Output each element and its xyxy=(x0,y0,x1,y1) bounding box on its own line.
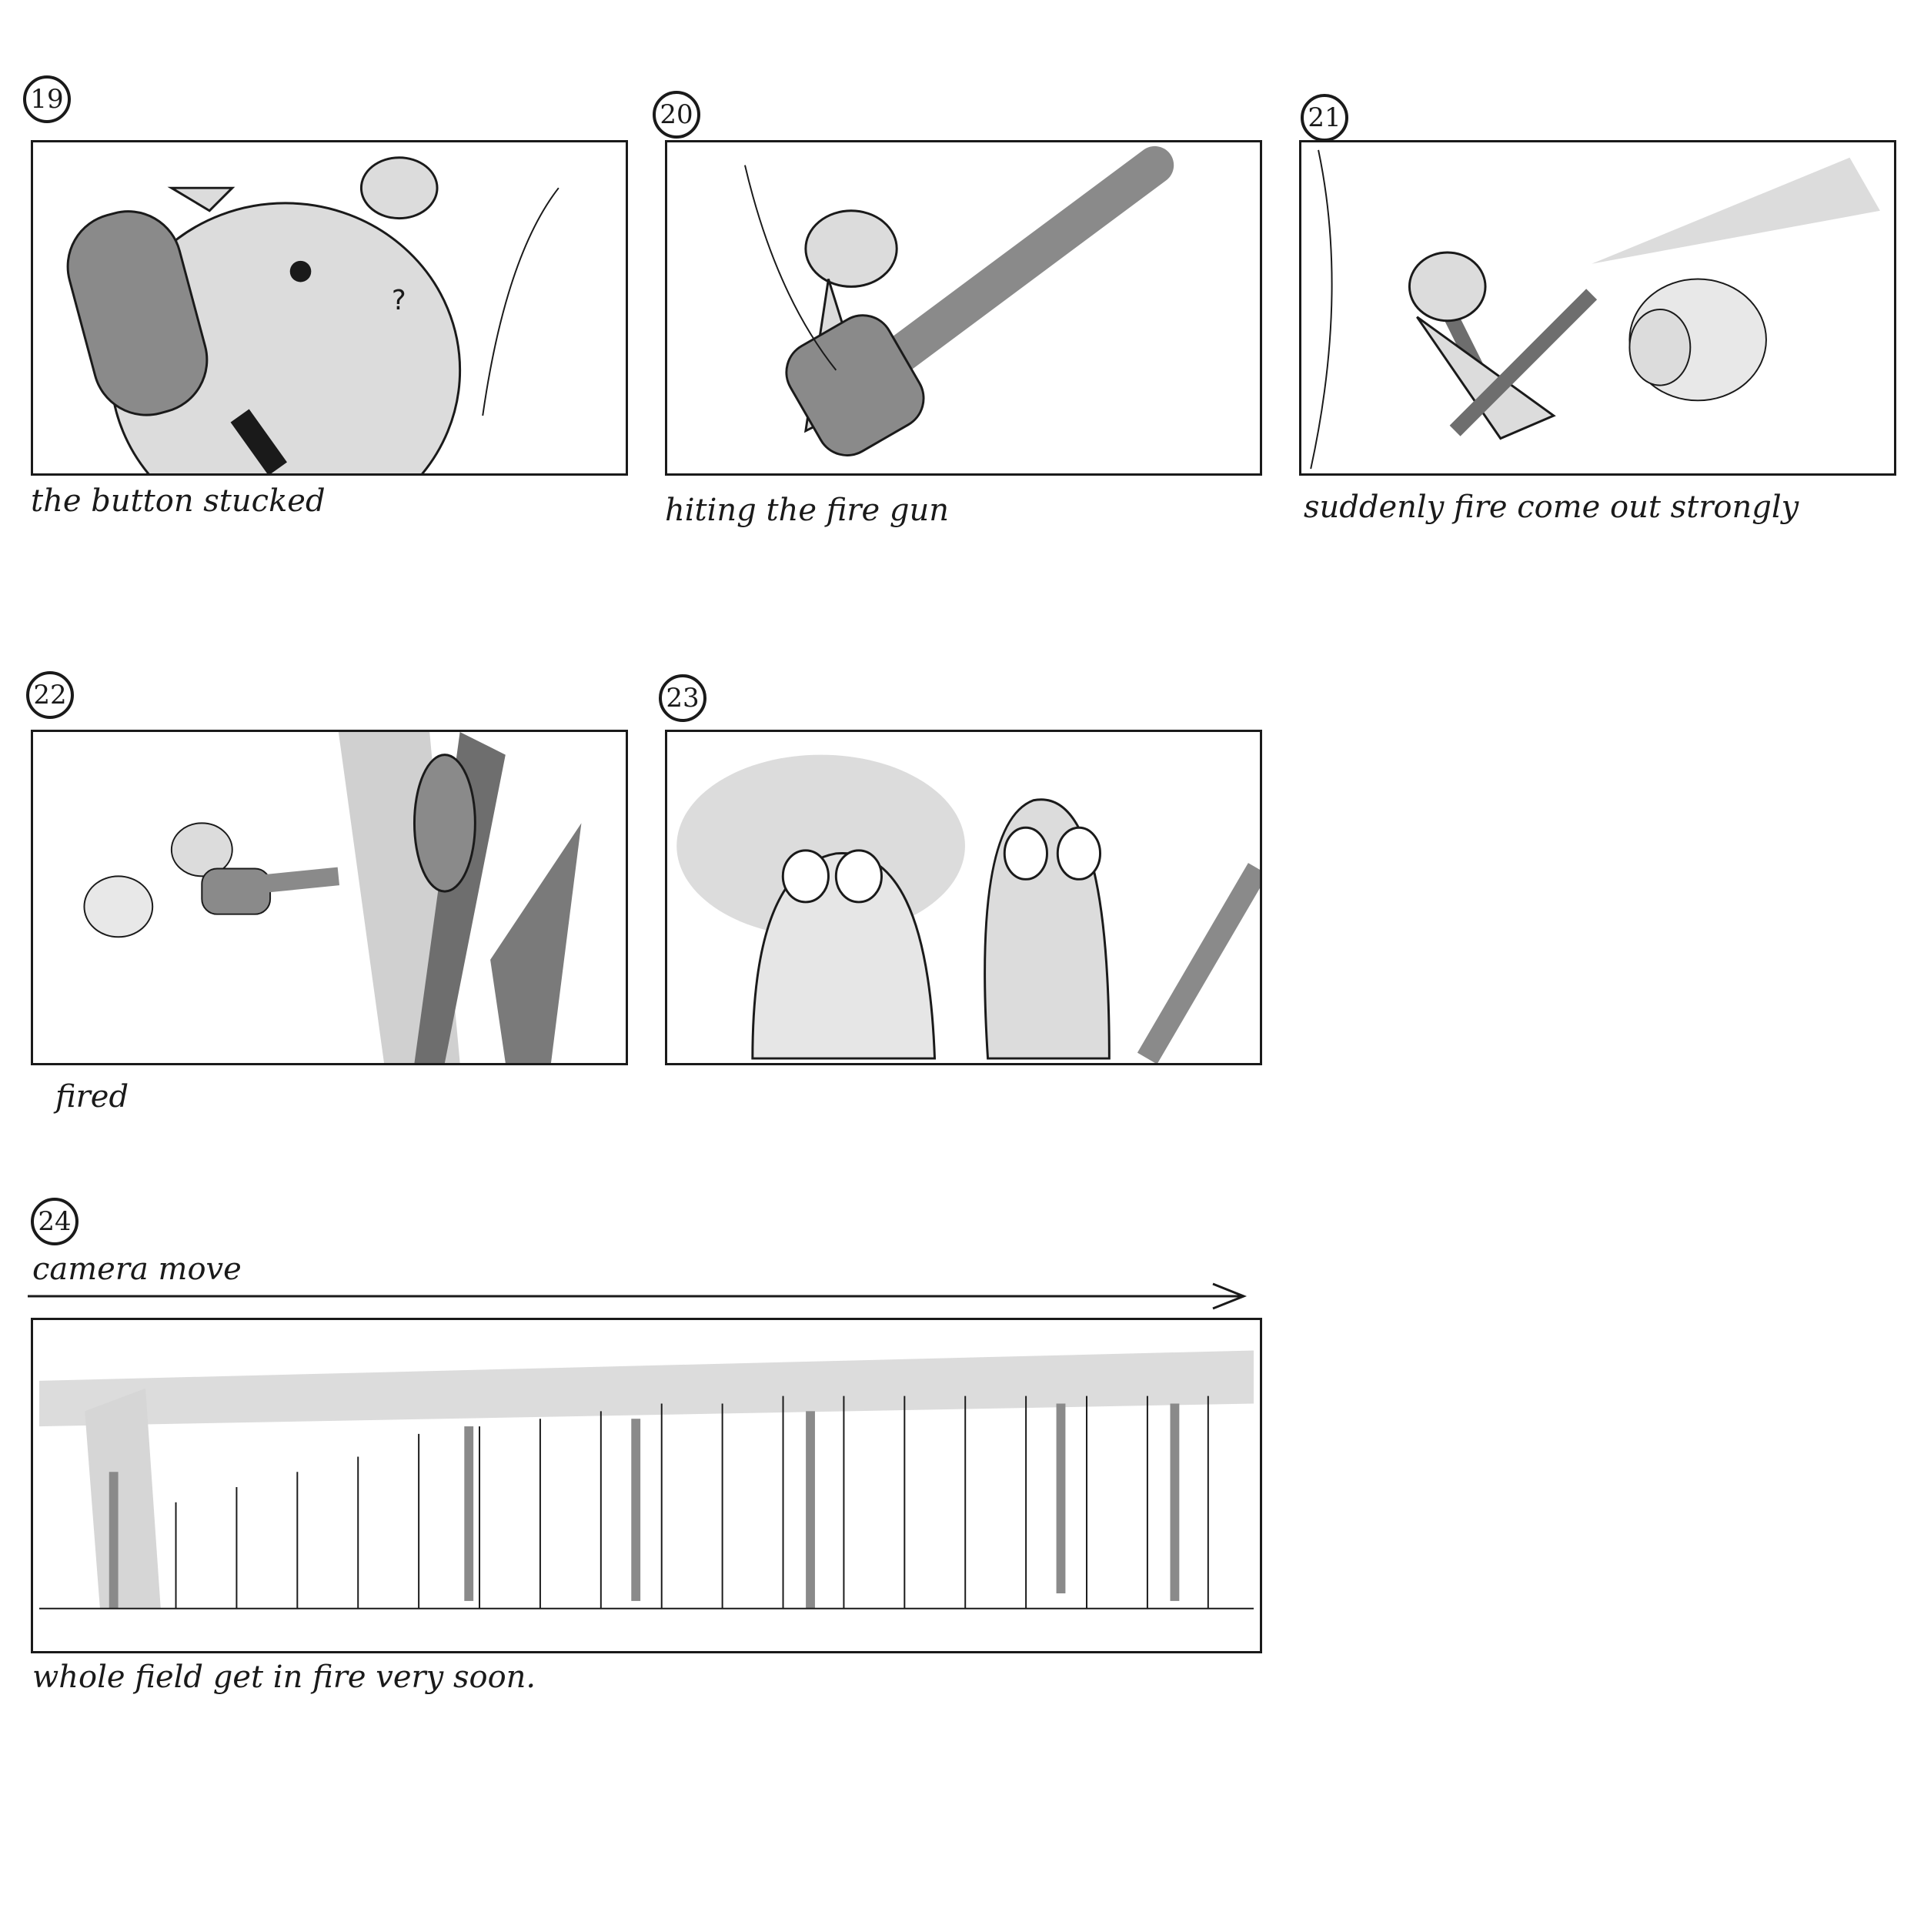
storyboard-panel-22 xyxy=(31,730,628,1065)
camera-note: camera move xyxy=(32,1252,242,1287)
panel-caption-19: the button stucked xyxy=(31,483,326,519)
panel-number-24: 24 xyxy=(31,1198,78,1245)
panel-number-20: 20 xyxy=(653,91,700,139)
panel-number-22: 22 xyxy=(26,671,74,719)
sketch-two-rats-staring xyxy=(667,732,1260,1063)
storyboard-panel-20 xyxy=(665,140,1262,476)
panel-number-21: 21 xyxy=(1301,94,1348,142)
storyboard-panel-21 xyxy=(1299,140,1896,476)
panel-number-19: 19 xyxy=(23,75,71,123)
sketch-cornfield-on-fire xyxy=(33,1320,1260,1651)
panel-caption-24: whole field get in fire very soon. xyxy=(32,1660,536,1695)
sketch-fire-burst xyxy=(1301,142,1894,473)
storyboard-panel-24 xyxy=(31,1318,1262,1653)
sketch-rat-hitting-fire-gun xyxy=(667,142,1260,473)
svg-text:?: ? xyxy=(391,284,406,316)
panel-caption-21: suddenly fire come out strongly xyxy=(1304,490,1799,525)
camera-move-arrow xyxy=(28,1281,1254,1312)
sketch-rat-holding-fire-gun xyxy=(33,142,626,473)
panel-number-23: 23 xyxy=(659,674,706,722)
storyboard-panel-23 xyxy=(665,730,1262,1065)
storyboard-panel-19 xyxy=(31,140,628,476)
panel-caption-22: fired xyxy=(55,1079,129,1115)
sketch-corn-on-fire xyxy=(33,732,626,1063)
panel-caption-20: hiting the fire gun xyxy=(665,493,950,528)
